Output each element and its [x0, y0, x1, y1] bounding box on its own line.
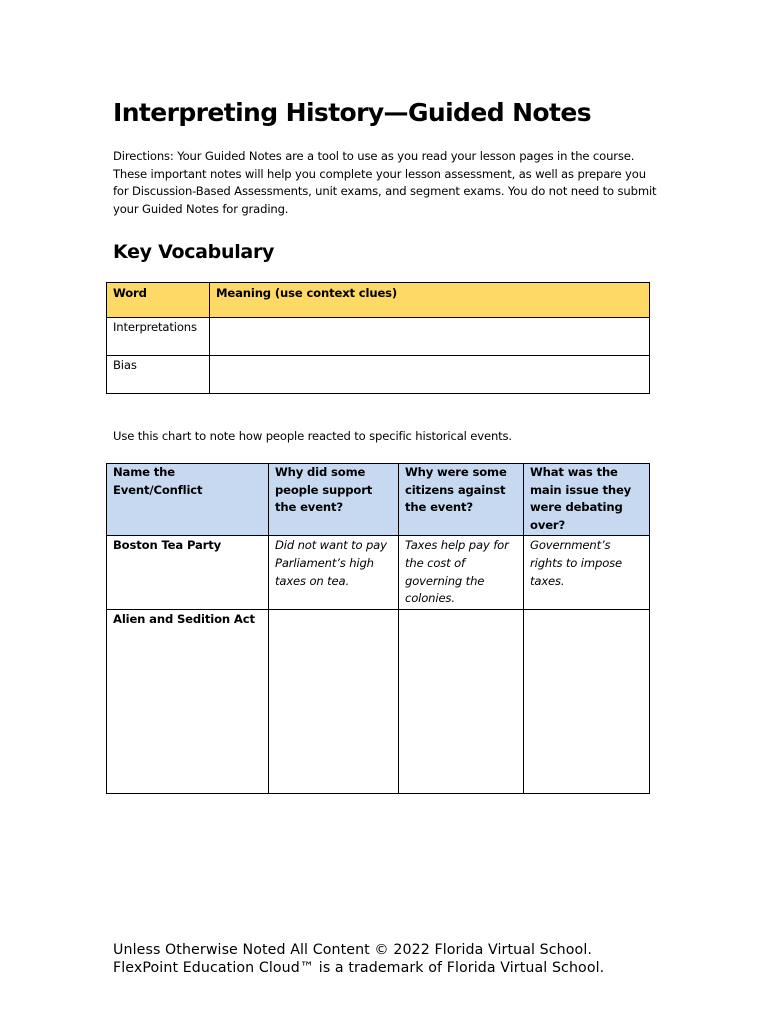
table-row: [107, 536, 650, 609]
vocab-meaning-cell[interactable]: [210, 318, 650, 356]
events-table: [106, 463, 650, 794]
events-header-against: Why were some citizens against the event?: [399, 464, 524, 536]
directions-text: Directions: Your Guided Notes are a tool to use as you read your lesson pages in the course. These important notes will help you complete your lesson assessment, as well as prepare you for Discussion-Based Assessments, unit exams, and segment exams. You do not need to submit your Guided Notes for grading.: [113, 149, 657, 216]
vocab-header-meaning: Meaning (use context clues): [210, 283, 650, 318]
issue-cell[interactable]: [524, 609, 650, 793]
chart-intro-text: Use this chart to note how people reacted to specific historical events.: [113, 429, 512, 443]
support-cell[interactable]: Did not want to pay Parliament’s high taxes on tea.: [269, 536, 399, 609]
page-title: Interpreting History—Guided Notes: [113, 98, 591, 127]
footer-line-1: Unless Otherwise Noted All Content © 2022 Florida Virtual School.: [113, 942, 592, 958]
footer-line-2: FlexPoint Education Cloud™ is a trademark of Florida Virtual School.: [113, 960, 605, 976]
table-row: [107, 356, 650, 394]
vocab-header-row: [107, 283, 650, 318]
vocab-header-word: Word: [107, 283, 210, 318]
event-name: Boston Tea Party: [107, 536, 269, 609]
vocab-table: [106, 282, 650, 394]
vocab-word: Bias: [107, 356, 210, 394]
issue-cell[interactable]: Government’s rights to impose taxes.: [524, 536, 650, 609]
events-header-issue: What was the main issue they were debating over?: [524, 464, 650, 536]
events-header-support: Why did some people support the event?: [269, 464, 399, 536]
vocab-heading: Key Vocabulary: [113, 241, 275, 263]
event-name: Alien and Sedition Act: [107, 609, 269, 793]
copyright-footer: [113, 941, 604, 977]
table-row: [107, 318, 650, 356]
support-cell[interactable]: [269, 609, 399, 793]
table-row: [107, 609, 650, 793]
events-header-event: Name the Event/Conflict: [107, 464, 269, 536]
events-header-row: [107, 464, 650, 536]
vocab-meaning-cell[interactable]: [210, 356, 650, 394]
against-cell[interactable]: Taxes help pay for the cost of governing the colonies.: [399, 536, 524, 609]
vocab-word: Interpretations: [107, 318, 210, 356]
against-cell[interactable]: [399, 609, 524, 793]
